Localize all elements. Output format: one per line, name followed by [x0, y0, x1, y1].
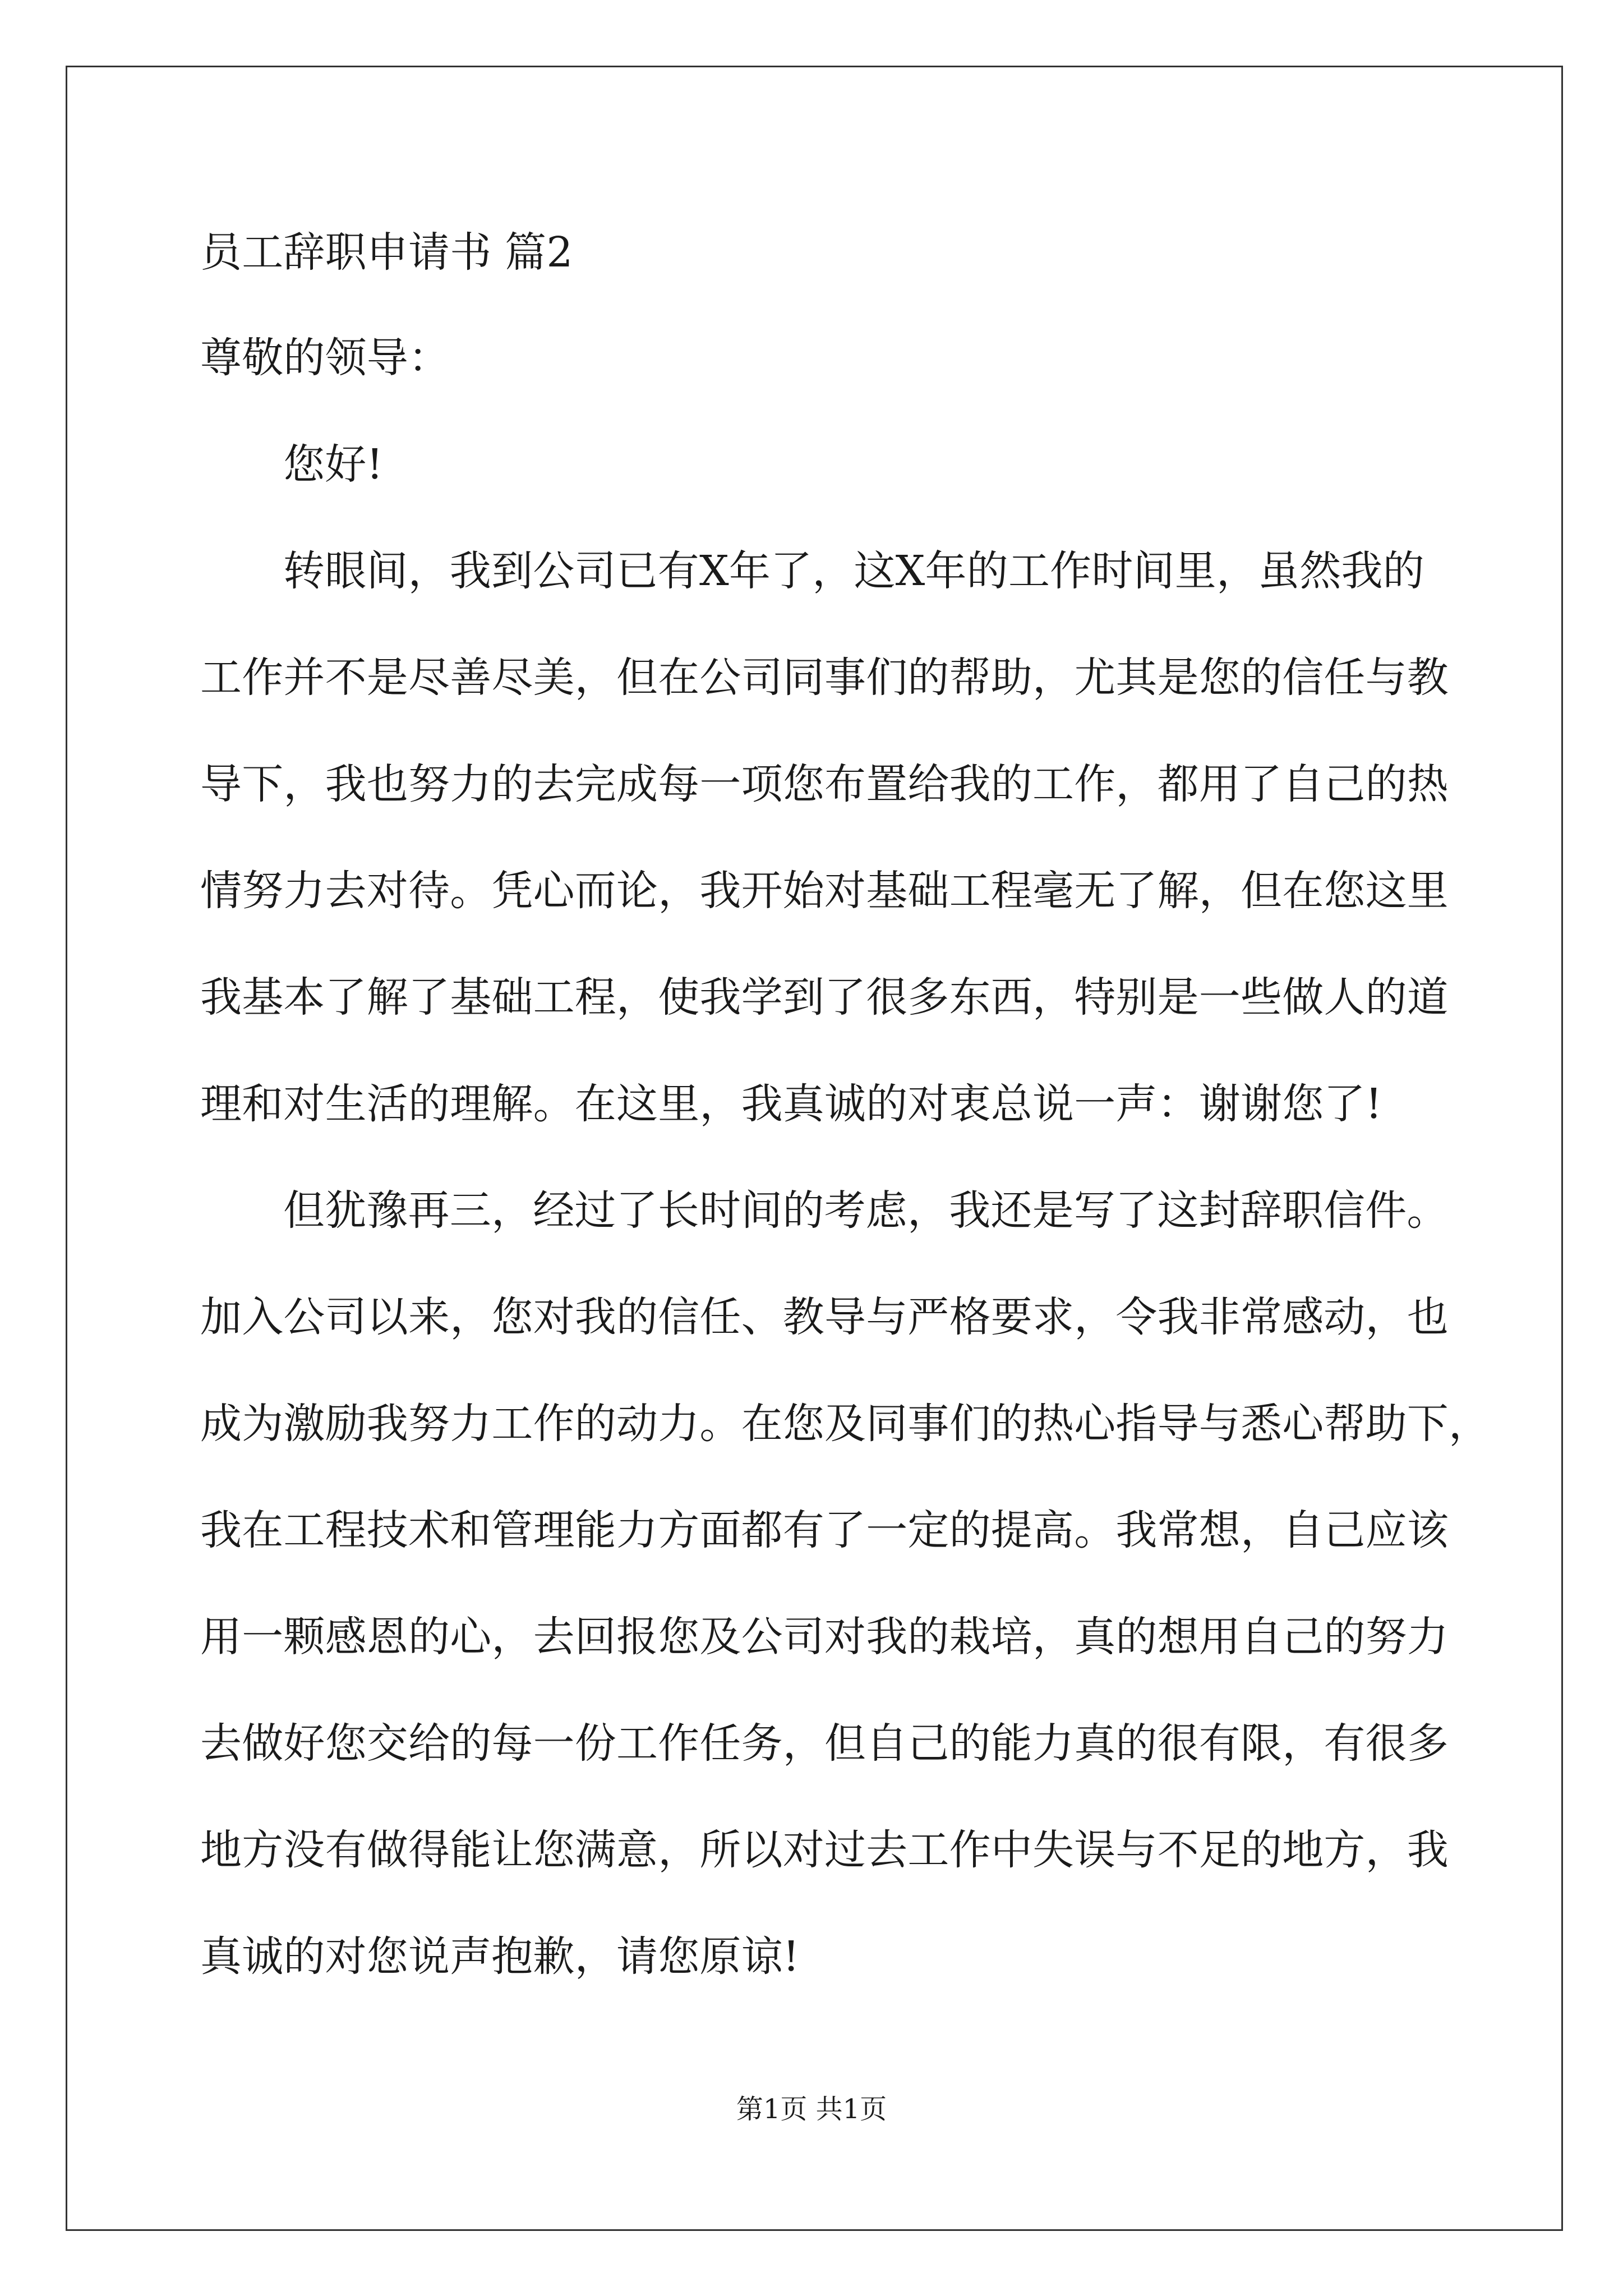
paragraph-line: 但犹豫再三，经过了长时间的考虑，我还是写了这封辞职信件。 [283, 1186, 1449, 1235]
paragraph-line: 我在工程技术和管理能力方面都有了一定的提高。我常想，自己应该 [200, 1506, 1449, 1554]
salutation: 尊敬的领导： [200, 334, 450, 382]
paragraph-line: 工作并不是尽善尽美，但在公司同事们的帮助，尤其是您的信任与教 [200, 654, 1449, 702]
paragraph-line: 情努力去对待。凭心而论，我开始对基础工程毫无了解，但在您这里 [200, 867, 1449, 915]
paragraph-line: 成为激励我努力工作的动力。在您及同事们的热心指导与悉心帮助下， [200, 1400, 1491, 1448]
paragraph-line: 导下，我也努力的去完成每一项您布置给我的工作，都用了自己的热 [200, 760, 1449, 808]
paragraph-line: 去做好您交给的每一份工作任务，但自己的能力真的很有限，有很多 [200, 1719, 1449, 1768]
paragraph-line: 地方没有做得能让您满意，所以对过去工作中失误与不足的地方，我 [200, 1826, 1449, 1874]
page-number-footer: 第1页 共1页 [736, 2093, 887, 2125]
paragraph-line: 加入公司以来，您对我的信任、教导与严格要求，令我非常感动，也 [200, 1293, 1449, 1341]
paragraph-line: 理和对生活的理解。在这里，我真诚的对衷总说一声：谢谢您了! [200, 1080, 1382, 1128]
paragraph-line: 转眼间，我到公司已有X年了，这X年的工作时间里，虽然我的 [283, 547, 1424, 595]
paragraph-line: 用一颗感恩的心，去回报您及公司对我的栽培，真的想用自己的努力 [200, 1613, 1449, 1661]
paragraph-line: 我基本了解了基础工程，使我学到了很多东西，特别是一些做人的道 [200, 973, 1449, 1022]
greeting: 您好! [283, 440, 384, 489]
paragraph-line: 真诚的对您说声抱歉，请您原谅! [200, 1932, 800, 1981]
document-title: 员工辞职申请书 篇2 [200, 228, 573, 277]
